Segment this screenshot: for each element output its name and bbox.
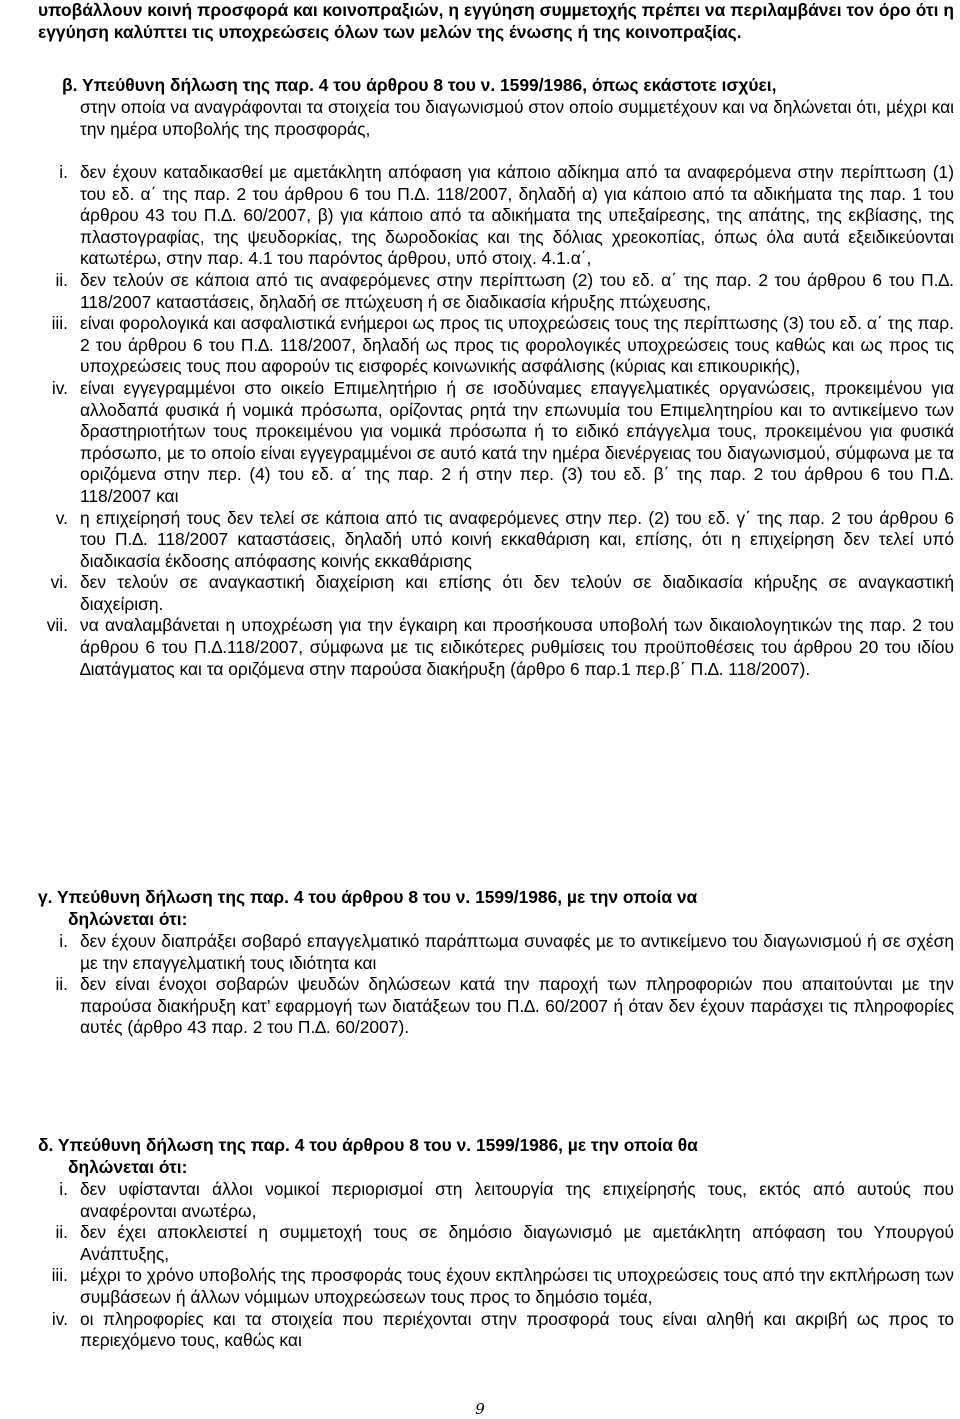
item-number: vii. <box>46 615 68 636</box>
item-text: δεν έχουν διαπράξει σοβαρό επαγγελµατικό παράπτωµα συναφές µε το αντικείµενο του διαγωνισµού ή σε σχέση µε την επαγγελµατική τους ιδιότητα και <box>80 931 954 973</box>
item-number: ii. <box>55 974 68 995</box>
list-item <box>0 974 954 1039</box>
item-text: δεν υφίστανται άλλοι νοµικοί περιορισµοί στη λειτουργία της επιχείρησής τους, εκτός από αυτούς που αναφέρονται ανωτέρω, <box>80 1179 954 1221</box>
item-text: δεν έχει αποκλειστεί η συµµετοχή τους σε δηµόσιο διαγωνισµό µε αµετάκλητη απόφαση του Υπουργού Ανάπτυξης, <box>80 1222 954 1264</box>
section-d-list <box>0 1179 954 1352</box>
item-text: η επιχείρησή τους δεν τελεί σε κάποια από τις αναφερόµενες στην περ. (2) του εδ. γ΄ της παρ. 2 του άρθρου 6 του Π.∆. 118/2007 καταστάσεις, δηλαδή υπό κοινή εκκαθάριση και, επίσης, ότι η επιχείρηση δεν τελεί υπό διαδικασία έκδοσης απόφασης κοινής εκκαθάρισης <box>80 507 954 571</box>
item-number: ii. <box>55 1222 68 1243</box>
item-text: δεν τελούν σε αναγκαστική διαχείριση και επίσης ότι δεν τελούν σε διαδικασία κήρυξης σε αναγκαστική διαχείριση. <box>80 572 954 614</box>
section-d-subheading: δηλώνεται ότι: <box>68 1157 188 1177</box>
item-text: να αναλαµβάνεται η υποχρέωση για την έγκαιρη και προσήκουσα υποβολή των δικαιολογητικών της παρ. 2 του άρθρου 6 του Π.∆.118/2007, σύµφωνα µε τις ειδικότερες ρυθµίσεις του προϋποθέσεις του άρθρου 20 του ιδίου ∆ιατάγµατος και τα οριζόµενα στην παρούσα διακήρυξη (άρθρο 6 παρ.1 περ.β΄ Π.∆. 118/2007). <box>80 615 954 679</box>
item-text: δεν έχουν καταδικασθεί µε αµετάκλητη απόφαση για κάποιο αδίκηµα από τα αναφερόµενα στην περίπτωση (1) του εδ. α΄ της παρ. 2 του άρθρου 6 του Π.∆. 118/2007, δηλαδή α) για κάποιο από τα αδικήµατα της παρ. 1 του άρθρου 43 του Π.∆. 60/2007, β) για κάποιο από τα αδικήµατα της υπεξαίρεσης, της απάτης, της εκβίασης, της πλαστογραφίας, της ψευδορκίας, της δωροδοκίας και της δόλιας χρεοκοπίας, όπως όλα αυτά εξειδικεύονται κατωτέρω, στην παρ. 4.1 του παρόντος άρθρου, υπό στοιχ. 4.1.α΄, <box>80 162 954 269</box>
item-number: v. <box>55 507 68 528</box>
list-item <box>0 1179 954 1222</box>
list-item <box>0 572 954 615</box>
list-item <box>0 1222 954 1265</box>
page-number: 9 <box>475 1400 485 1418</box>
list-item <box>0 1265 954 1308</box>
item-number: i. <box>59 162 68 182</box>
item-text: οι πληροφορίες και τα στοιχεία που περιέχονται στην προσφορά τους είναι αληθή και ακριβή ως προς το περιεχόµενο τους, καθώς και <box>80 1308 954 1351</box>
intro-paragraph: υποβάλλουν κοινή προσφορά και κοινοπραξιών, η εγγύηση συµµετοχής πρέπει να περιλαµβάνει τον όρο ότι η εγγύηση καλύπτει τις υποχρεώσεις όλων των µελών της ένωσης ή της κοινοπραξίας. <box>38 0 954 42</box>
section-b-heading: β. Υπεύθυνη δήλωση της παρ. 4 του άρθρου 8 του ν. 1599/1986, όπως εκάστοτε ισχύει, <box>62 75 777 95</box>
item-number: iii. <box>51 313 68 334</box>
section-g-subheading: δηλώνεται ότι: <box>68 909 188 929</box>
list-item <box>0 270 954 313</box>
item-text: είναι εγγεγραµµένοι στο οικείο Επιµελητήριο ή σε ισοδύναµες επαγγελµατικές οργανώσεις, προκειµένου για αλλοδαπά φυσικά ή νοµικά πρόσωπα, ορίζοντας ρητά την επωνυµία του Επιµελητηρίου και το αντικείµενο των δραστηριοτήτων τους προκειµένου για νοµικά πρόσωπα ή το ειδικό επάγγελµα τους, προκειµένου για φυσικά πρόσωπο, µε το οποίο είναι εγγεγραµµένοι σε αυτό κατά την ηµέρα διενέργειας του διαγωνισµού, σύµφωνα µε τα οριζόµενα στην περ. (4) του εδ. α΄ της παρ. 2 ή στην περ. (3) του εδ. β΄ της παρ. 2 του άρθρου 6 του Π.∆. 118/2007 και <box>80 377 954 506</box>
list-item <box>0 378 954 508</box>
item-number: i. <box>59 931 68 951</box>
section-g-list <box>0 931 954 1039</box>
item-text: δεν τελούν σε κάποια από τις αναφερόµενες στην περίπτωση (2) του εδ. α΄ της παρ. 2 του άρθρου 6 του Π.∆. 118/2007 καταστάσεις, δηλαδή σε πτώχευση ή σε διαδικασία κήρυξης πτώχευσης, <box>80 269 954 312</box>
section-b-lead: στην οποία να αναγράφονται τα στοιχεία του διαγωνισµού στον οποίο συµµετέχουν και να δηλώνεται ότι, µέχρι και την ηµέρα υποβολής της προσφοράς, <box>80 97 954 139</box>
item-number: ii. <box>55 269 68 290</box>
item-text: µέχρι το χρόνο υποβολής της προσφοράς τους έχουν εκπληρώσει τις υποχρεώσεις τους από την εκπλήρωση των συµβάσεων ή άλλων νόµιµων υποχρεώσεων τους προς το δηµόσιο τοµέα, <box>80 1265 954 1307</box>
item-number: iii. <box>51 1265 68 1286</box>
list-item <box>0 162 954 270</box>
item-number: i. <box>59 1179 68 1199</box>
section-g-heading: γ. Υπεύθυνη δήλωση της παρ. 4 του άρθρου 8 του ν. 1599/1986, µε την οποία να <box>38 887 698 907</box>
list-item <box>0 931 954 974</box>
item-text: δεν είναι ένοχοι σοβαρών ψευδών δηλώσεων κατά την παροχή των πληροφοριών που απαιτούνται µε την παρούσα διακήρυξη κατ’ εφαρµογή των διατάξεων του Π.∆. 60/2007 ή όταν δεν έχουν παράσχει τις πληροφορίες αυτές (άρθρο 43 παρ. 2 του Π.∆. 60/2007). <box>80 974 954 1038</box>
item-number: vi. <box>50 572 68 593</box>
item-text: είναι φορολογικά και ασφαλιστικά ενήµεροι ως προς τις υποχρεώσεις τους της περίπτωσης (3) του εδ. α΄ της παρ. 2 του άρθρου 6 του Π.∆. 118/2007, δηλαδή ως προς τις φορολογικές υποχρεώσεις τους καθώς και ως προς τις υποχρεώσεις τους που αφορούν τις εισφορές κοινωνικής ασφάλισης (κύριας και επικουρικής), <box>80 313 954 377</box>
list-item <box>0 508 954 573</box>
section-d-heading: δ. Υπεύθυνη δήλωση της παρ. 4 του άρθρου 8 του ν. 1599/1986, µε την οποία θα <box>38 1135 698 1155</box>
list-item <box>0 615 954 680</box>
list-item <box>0 313 954 378</box>
item-number: iv. <box>51 1308 68 1329</box>
list-item <box>0 1309 954 1352</box>
item-number: iv. <box>51 377 68 398</box>
section-b-list <box>0 162 954 680</box>
